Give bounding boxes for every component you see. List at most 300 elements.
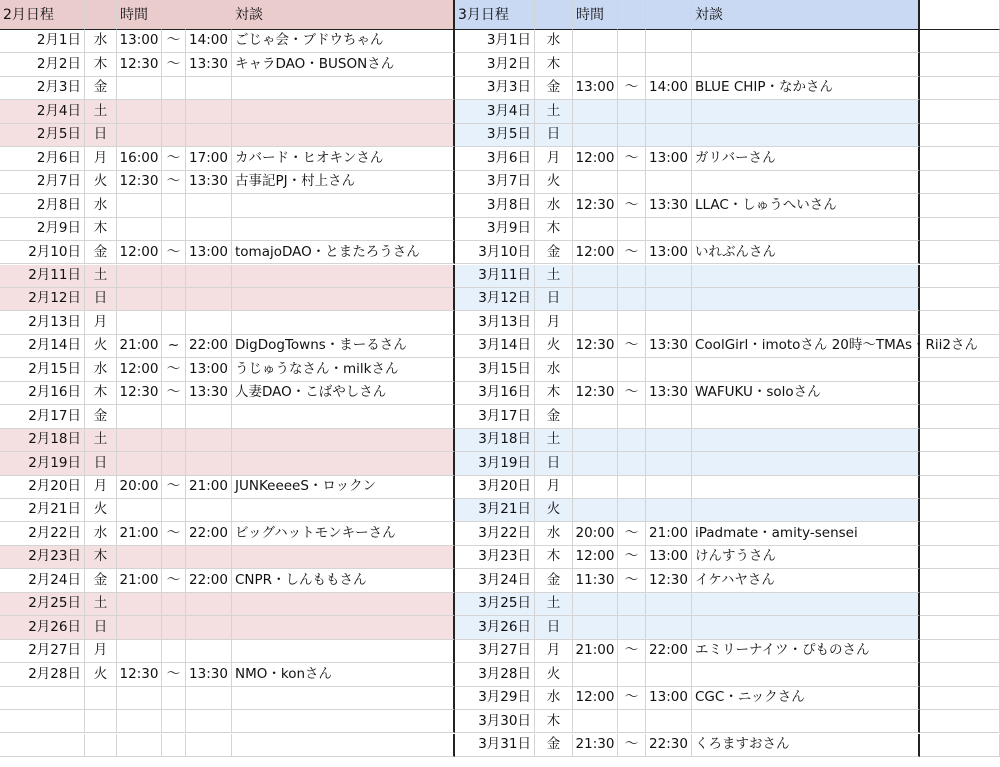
feb-weekday-cell[interactable] <box>85 710 117 733</box>
feb-weekday-cell[interactable]: 金 <box>85 569 117 592</box>
feb-end-time-cell[interactable] <box>186 640 232 663</box>
feb-weekday-cell[interactable]: 月 <box>85 476 117 499</box>
feb-talk-cell[interactable]: CNPR・しんももさん <box>232 569 455 592</box>
mar-end-time-cell[interactable]: 13:00 <box>646 241 692 264</box>
feb-tilde-cell[interactable] <box>162 218 186 241</box>
mar-weekday-cell[interactable]: 日 <box>535 288 573 311</box>
feb-tilde-cell[interactable] <box>162 311 186 334</box>
mar-start-time-cell[interactable]: 21:30 <box>573 734 618 757</box>
feb-start-time-cell[interactable]: 12:30 <box>117 53 162 76</box>
feb-weekday-cell[interactable] <box>85 734 117 757</box>
feb-start-time-cell[interactable] <box>117 616 162 639</box>
mar-start-time-cell[interactable] <box>573 710 618 733</box>
feb-weekday-cell[interactable]: 月 <box>85 311 117 334</box>
feb-tilde-cell[interactable]: 〜 <box>162 241 186 264</box>
mar-end-time-cell[interactable] <box>646 499 692 522</box>
mar-weekday-cell[interactable]: 月 <box>535 476 573 499</box>
mar-tilde-cell[interactable] <box>618 100 646 123</box>
mar-tilde-cell[interactable] <box>618 499 646 522</box>
feb-weekday-cell[interactable]: 火 <box>85 171 117 194</box>
mar-tilde-cell[interactable] <box>618 452 646 475</box>
feb-date-cell[interactable]: 2月25日 <box>0 593 85 616</box>
feb-weekday-cell[interactable]: 金 <box>85 241 117 264</box>
feb-start-time-cell[interactable]: 21:00 <box>117 569 162 592</box>
mar-date-cell[interactable]: 3月15日 <box>455 358 535 381</box>
feb-tilde-cell[interactable] <box>162 640 186 663</box>
mar-end-time-cell[interactable] <box>646 218 692 241</box>
mar-tilde-cell[interactable]: 〜 <box>618 734 646 757</box>
mar-weekday-cell[interactable]: 火 <box>535 335 573 358</box>
feb-end-time-cell[interactable] <box>186 452 232 475</box>
mar-tilde-cell[interactable] <box>618 593 646 616</box>
feb-talk-cell[interactable]: 古事記PJ・村上さん <box>232 171 455 194</box>
feb-weekday-cell[interactable]: 木 <box>85 546 117 569</box>
feb-end-time-cell[interactable] <box>186 100 232 123</box>
mar-start-time-cell[interactable] <box>573 476 618 499</box>
mar-end-time-cell[interactable] <box>646 265 692 288</box>
feb-start-time-cell[interactable] <box>117 710 162 733</box>
feb-date-cell[interactable]: 2月13日 <box>0 311 85 334</box>
empty-column-cell[interactable] <box>920 546 1000 569</box>
mar-weekday-cell[interactable]: 水 <box>535 522 573 545</box>
mar-weekday-cell[interactable]: 金 <box>535 241 573 264</box>
feb-end-time-cell[interactable] <box>186 77 232 100</box>
feb-talk-cell[interactable] <box>232 616 455 639</box>
mar-weekday-cell[interactable]: 水 <box>535 358 573 381</box>
feb-date-cell[interactable]: 2月9日 <box>0 218 85 241</box>
empty-column-cell[interactable] <box>920 405 1000 428</box>
mar-end-time-cell[interactable] <box>646 171 692 194</box>
mar-talk-cell[interactable]: LLAC・しゅうへいさん <box>692 194 920 217</box>
mar-weekday-cell[interactable]: 木 <box>535 546 573 569</box>
feb-start-time-cell[interactable] <box>117 218 162 241</box>
feb-date-cell[interactable]: 2月11日 <box>0 265 85 288</box>
mar-weekday-cell[interactable]: 水 <box>535 194 573 217</box>
mar-start-time-cell[interactable] <box>573 499 618 522</box>
mar-tilde-cell[interactable] <box>618 288 646 311</box>
empty-column-cell[interactable] <box>920 241 1000 264</box>
feb-end-time-cell[interactable]: 17:00 <box>186 147 232 170</box>
mar-weekday-cell[interactable]: 土 <box>535 100 573 123</box>
feb-tilde-cell[interactable]: 〜 <box>162 147 186 170</box>
feb-start-time-cell[interactable]: 13:00 <box>117 30 162 53</box>
feb-end-time-cell[interactable] <box>186 499 232 522</box>
empty-column-cell[interactable] <box>920 616 1000 639</box>
mar-tilde-cell[interactable] <box>618 124 646 147</box>
mar-start-time-cell[interactable] <box>573 663 618 686</box>
mar-date-cell[interactable]: 3月4日 <box>455 100 535 123</box>
feb-talk-cell[interactable]: カバード・ヒオキンさん <box>232 147 455 170</box>
mar-end-time-cell[interactable]: 12:30 <box>646 569 692 592</box>
feb-date-cell[interactable]: 2月16日 <box>0 382 85 405</box>
feb-weekday-cell[interactable]: 日 <box>85 452 117 475</box>
mar-end-time-cell[interactable]: 13:30 <box>646 335 692 358</box>
header-feb-time[interactable]: 時間 <box>117 0 162 30</box>
feb-weekday-cell[interactable]: 木 <box>85 382 117 405</box>
feb-tilde-cell[interactable] <box>162 499 186 522</box>
feb-end-time-cell[interactable] <box>186 405 232 428</box>
mar-date-cell[interactable]: 3月6日 <box>455 147 535 170</box>
feb-start-time-cell[interactable] <box>117 77 162 100</box>
feb-start-time-cell[interactable]: 12:30 <box>117 171 162 194</box>
feb-tilde-cell[interactable] <box>162 429 186 452</box>
feb-end-time-cell[interactable]: 13:00 <box>186 358 232 381</box>
empty-column-cell[interactable] <box>920 77 1000 100</box>
empty-column-cell[interactable] <box>920 124 1000 147</box>
feb-start-time-cell[interactable] <box>117 288 162 311</box>
mar-date-cell[interactable]: 3月9日 <box>455 218 535 241</box>
feb-weekday-cell[interactable]: 水 <box>85 30 117 53</box>
feb-tilde-cell[interactable]: ~ <box>162 335 186 358</box>
feb-weekday-cell[interactable]: 日 <box>85 124 117 147</box>
empty-column-cell[interactable] <box>920 335 1000 358</box>
feb-date-cell[interactable] <box>0 687 85 710</box>
mar-end-time-cell[interactable]: 13:30 <box>646 194 692 217</box>
feb-date-cell[interactable]: 2月22日 <box>0 522 85 545</box>
feb-date-cell[interactable]: 2月21日 <box>0 499 85 522</box>
empty-column-cell[interactable] <box>920 499 1000 522</box>
feb-date-cell[interactable]: 2月23日 <box>0 546 85 569</box>
feb-date-cell[interactable]: 2月27日 <box>0 640 85 663</box>
feb-start-time-cell[interactable] <box>117 311 162 334</box>
mar-end-time-cell[interactable] <box>646 30 692 53</box>
mar-talk-cell[interactable] <box>692 288 920 311</box>
header-cell[interactable] <box>646 0 692 30</box>
feb-weekday-cell[interactable]: 月 <box>85 640 117 663</box>
mar-tilde-cell[interactable] <box>618 218 646 241</box>
feb-talk-cell[interactable] <box>232 640 455 663</box>
feb-weekday-cell[interactable]: 水 <box>85 194 117 217</box>
feb-end-time-cell[interactable] <box>186 429 232 452</box>
header-feb-talk[interactable]: 対談 <box>232 0 455 30</box>
mar-start-time-cell[interactable] <box>573 405 618 428</box>
feb-talk-cell[interactable] <box>232 288 455 311</box>
mar-tilde-cell[interactable]: 〜 <box>618 77 646 100</box>
mar-date-cell[interactable]: 3月23日 <box>455 546 535 569</box>
mar-start-time-cell[interactable] <box>573 171 618 194</box>
mar-talk-cell[interactable] <box>692 616 920 639</box>
feb-end-time-cell[interactable] <box>186 124 232 147</box>
mar-weekday-cell[interactable]: 土 <box>535 265 573 288</box>
feb-end-time-cell[interactable]: 22:00 <box>186 522 232 545</box>
feb-date-cell[interactable]: 2月6日 <box>0 147 85 170</box>
feb-start-time-cell[interactable] <box>117 265 162 288</box>
feb-tilde-cell[interactable] <box>162 100 186 123</box>
feb-end-time-cell[interactable]: 13:30 <box>186 663 232 686</box>
empty-column-cell[interactable] <box>920 100 1000 123</box>
mar-tilde-cell[interactable]: 〜 <box>618 569 646 592</box>
feb-talk-cell[interactable] <box>232 77 455 100</box>
mar-weekday-cell[interactable]: 日 <box>535 452 573 475</box>
mar-talk-cell[interactable]: WAFUKU・soloさん <box>692 382 920 405</box>
feb-tilde-cell[interactable] <box>162 546 186 569</box>
feb-weekday-cell[interactable]: 土 <box>85 429 117 452</box>
mar-tilde-cell[interactable] <box>618 311 646 334</box>
feb-date-cell[interactable]: 2月20日 <box>0 476 85 499</box>
mar-talk-cell[interactable] <box>692 593 920 616</box>
mar-start-time-cell[interactable]: 12:30 <box>573 335 618 358</box>
feb-date-cell[interactable]: 2月15日 <box>0 358 85 381</box>
mar-talk-cell[interactable]: CGC・ニックさん <box>692 687 920 710</box>
empty-column-cell[interactable] <box>920 171 1000 194</box>
feb-tilde-cell[interactable] <box>162 593 186 616</box>
mar-weekday-cell[interactable]: 月 <box>535 640 573 663</box>
header-cell[interactable] <box>162 0 186 30</box>
feb-weekday-cell[interactable] <box>85 687 117 710</box>
mar-start-time-cell[interactable] <box>573 452 618 475</box>
feb-talk-cell[interactable] <box>232 311 455 334</box>
mar-weekday-cell[interactable]: 土 <box>535 593 573 616</box>
mar-start-time-cell[interactable]: 12:00 <box>573 241 618 264</box>
mar-talk-cell[interactable] <box>692 53 920 76</box>
feb-talk-cell[interactable]: キャラDAO・BUSONさん <box>232 53 455 76</box>
mar-date-cell[interactable]: 3月19日 <box>455 452 535 475</box>
feb-talk-cell[interactable] <box>232 687 455 710</box>
mar-start-time-cell[interactable] <box>573 593 618 616</box>
mar-tilde-cell[interactable]: 〜 <box>618 687 646 710</box>
mar-end-time-cell[interactable]: 13:30 <box>646 382 692 405</box>
empty-column-cell[interactable] <box>920 452 1000 475</box>
mar-date-cell[interactable]: 3月30日 <box>455 710 535 733</box>
feb-start-time-cell[interactable] <box>117 499 162 522</box>
mar-end-time-cell[interactable] <box>646 53 692 76</box>
mar-start-time-cell[interactable] <box>573 616 618 639</box>
mar-talk-cell[interactable] <box>692 30 920 53</box>
mar-end-time-cell[interactable] <box>646 476 692 499</box>
feb-end-time-cell[interactable]: 22:00 <box>186 569 232 592</box>
mar-talk-cell[interactable] <box>692 171 920 194</box>
feb-start-time-cell[interactable] <box>117 429 162 452</box>
mar-end-time-cell[interactable] <box>646 288 692 311</box>
mar-weekday-cell[interactable]: 土 <box>535 429 573 452</box>
feb-start-time-cell[interactable] <box>117 100 162 123</box>
feb-tilde-cell[interactable] <box>162 710 186 733</box>
feb-date-cell[interactable]: 2月14日 <box>0 335 85 358</box>
feb-weekday-cell[interactable]: 木 <box>85 218 117 241</box>
mar-start-time-cell[interactable] <box>573 124 618 147</box>
mar-talk-cell[interactable]: けんすうさん <box>692 546 920 569</box>
feb-date-cell[interactable]: 2月19日 <box>0 452 85 475</box>
feb-date-cell[interactable]: 2月8日 <box>0 194 85 217</box>
mar-weekday-cell[interactable]: 日 <box>535 616 573 639</box>
mar-end-time-cell[interactable] <box>646 663 692 686</box>
feb-talk-cell[interactable] <box>232 593 455 616</box>
header-mar-time[interactable]: 時間 <box>573 0 618 30</box>
feb-tilde-cell[interactable]: 〜 <box>162 522 186 545</box>
mar-end-time-cell[interactable] <box>646 311 692 334</box>
mar-end-time-cell[interactable]: 22:30 <box>646 734 692 757</box>
mar-talk-cell[interactable] <box>692 311 920 334</box>
feb-end-time-cell[interactable] <box>186 734 232 757</box>
feb-talk-cell[interactable]: ごじゃ会・ブドウちゃん <box>232 30 455 53</box>
feb-start-time-cell[interactable] <box>117 124 162 147</box>
mar-end-time-cell[interactable]: 13:00 <box>646 546 692 569</box>
mar-tilde-cell[interactable]: 〜 <box>618 241 646 264</box>
feb-end-time-cell[interactable]: 14:00 <box>186 30 232 53</box>
feb-date-cell[interactable]: 2月18日 <box>0 429 85 452</box>
feb-end-time-cell[interactable] <box>186 218 232 241</box>
empty-column-cell[interactable] <box>920 53 1000 76</box>
mar-date-cell[interactable]: 3月8日 <box>455 194 535 217</box>
mar-start-time-cell[interactable]: 12:00 <box>573 546 618 569</box>
mar-date-cell[interactable]: 3月7日 <box>455 171 535 194</box>
feb-tilde-cell[interactable]: 〜 <box>162 569 186 592</box>
empty-column-cell[interactable] <box>920 569 1000 592</box>
empty-column-cell[interactable] <box>920 663 1000 686</box>
feb-weekday-cell[interactable]: 木 <box>85 53 117 76</box>
empty-column-cell[interactable] <box>920 710 1000 733</box>
feb-talk-cell[interactable] <box>232 124 455 147</box>
mar-end-time-cell[interactable]: 13:00 <box>646 687 692 710</box>
mar-date-cell[interactable]: 3月29日 <box>455 687 535 710</box>
mar-date-cell[interactable]: 3月13日 <box>455 311 535 334</box>
feb-tilde-cell[interactable] <box>162 687 186 710</box>
feb-end-time-cell[interactable] <box>186 687 232 710</box>
feb-end-time-cell[interactable]: 13:30 <box>186 53 232 76</box>
header-cell[interactable] <box>618 0 646 30</box>
feb-start-time-cell[interactable]: 12:00 <box>117 358 162 381</box>
empty-column-cell[interactable] <box>920 687 1000 710</box>
header-mar-schedule[interactable]: 3月日程 <box>455 0 535 30</box>
feb-date-cell[interactable]: 2月1日 <box>0 30 85 53</box>
header-cell[interactable] <box>535 0 573 30</box>
mar-tilde-cell[interactable] <box>618 53 646 76</box>
header-cell[interactable] <box>85 0 117 30</box>
mar-date-cell[interactable]: 3月14日 <box>455 335 535 358</box>
mar-start-time-cell[interactable] <box>573 218 618 241</box>
mar-weekday-cell[interactable]: 金 <box>535 77 573 100</box>
mar-date-cell[interactable]: 3月18日 <box>455 429 535 452</box>
feb-start-time-cell[interactable] <box>117 405 162 428</box>
mar-tilde-cell[interactable] <box>618 710 646 733</box>
feb-start-time-cell[interactable] <box>117 452 162 475</box>
mar-date-cell[interactable]: 3月12日 <box>455 288 535 311</box>
mar-talk-cell[interactable]: BLUE CHIP・なかさん <box>692 77 920 100</box>
mar-end-time-cell[interactable]: 22:00 <box>646 640 692 663</box>
mar-start-time-cell[interactable]: 13:00 <box>573 77 618 100</box>
feb-start-time-cell[interactable] <box>117 546 162 569</box>
feb-weekday-cell[interactable]: 水 <box>85 358 117 381</box>
feb-end-time-cell[interactable]: 13:30 <box>186 171 232 194</box>
feb-date-cell[interactable]: 2月12日 <box>0 288 85 311</box>
mar-end-time-cell[interactable]: 13:00 <box>646 147 692 170</box>
empty-column-cell[interactable] <box>920 593 1000 616</box>
feb-date-cell[interactable]: 2月17日 <box>0 405 85 428</box>
mar-date-cell[interactable]: 3月27日 <box>455 640 535 663</box>
mar-tilde-cell[interactable] <box>618 405 646 428</box>
feb-talk-cell[interactable] <box>232 265 455 288</box>
mar-date-cell[interactable]: 3月1日 <box>455 30 535 53</box>
feb-talk-cell[interactable]: うじゅうなさん・milkさん <box>232 358 455 381</box>
mar-date-cell[interactable]: 3月20日 <box>455 476 535 499</box>
mar-start-time-cell[interactable] <box>573 53 618 76</box>
mar-date-cell[interactable]: 3月22日 <box>455 522 535 545</box>
mar-talk-cell[interactable]: イケハヤさん <box>692 569 920 592</box>
feb-tilde-cell[interactable]: 〜 <box>162 476 186 499</box>
mar-weekday-cell[interactable]: 木 <box>535 382 573 405</box>
feb-tilde-cell[interactable] <box>162 734 186 757</box>
mar-start-time-cell[interactable] <box>573 429 618 452</box>
mar-weekday-cell[interactable]: 水 <box>535 30 573 53</box>
mar-start-time-cell[interactable]: 20:00 <box>573 522 618 545</box>
feb-date-cell[interactable]: 2月10日 <box>0 241 85 264</box>
mar-start-time-cell[interactable]: 12:00 <box>573 147 618 170</box>
mar-tilde-cell[interactable]: 〜 <box>618 335 646 358</box>
feb-tilde-cell[interactable] <box>162 124 186 147</box>
mar-end-time-cell[interactable] <box>646 358 692 381</box>
mar-end-time-cell[interactable] <box>646 710 692 733</box>
mar-date-cell[interactable]: 3月31日 <box>455 734 535 757</box>
mar-talk-cell[interactable]: エミリーナイツ・ぴものさん <box>692 640 920 663</box>
feb-weekday-cell[interactable]: 土 <box>85 265 117 288</box>
feb-tilde-cell[interactable] <box>162 452 186 475</box>
feb-talk-cell[interactable] <box>232 546 455 569</box>
feb-tilde-cell[interactable] <box>162 616 186 639</box>
mar-talk-cell[interactable] <box>692 663 920 686</box>
mar-date-cell[interactable]: 3月24日 <box>455 569 535 592</box>
feb-start-time-cell[interactable]: 16:00 <box>117 147 162 170</box>
empty-column-cell[interactable] <box>920 194 1000 217</box>
empty-column-cell[interactable] <box>920 30 1000 53</box>
feb-weekday-cell[interactable]: 月 <box>85 147 117 170</box>
feb-start-time-cell[interactable] <box>117 640 162 663</box>
feb-weekday-cell[interactable]: 金 <box>85 405 117 428</box>
feb-date-cell[interactable]: 2月7日 <box>0 171 85 194</box>
feb-weekday-cell[interactable]: 金 <box>85 77 117 100</box>
feb-date-cell[interactable] <box>0 734 85 757</box>
empty-column-cell[interactable] <box>920 429 1000 452</box>
mar-weekday-cell[interactable]: 火 <box>535 171 573 194</box>
feb-tilde-cell[interactable]: 〜 <box>162 382 186 405</box>
mar-tilde-cell[interactable] <box>618 429 646 452</box>
feb-start-time-cell[interactable] <box>117 593 162 616</box>
mar-talk-cell[interactable] <box>692 452 920 475</box>
mar-talk-cell[interactable]: iPadmate・amity-sensei <box>692 522 920 545</box>
feb-date-cell[interactable]: 2月24日 <box>0 569 85 592</box>
mar-talk-cell[interactable]: いれぶんさん <box>692 241 920 264</box>
feb-talk-cell[interactable]: NMO・konさん <box>232 663 455 686</box>
mar-tilde-cell[interactable] <box>618 476 646 499</box>
mar-start-time-cell[interactable] <box>573 358 618 381</box>
mar-talk-cell[interactable] <box>692 405 920 428</box>
mar-end-time-cell[interactable] <box>646 452 692 475</box>
mar-tilde-cell[interactable] <box>618 663 646 686</box>
feb-talk-cell[interactable]: ビッグハットモンキーさん <box>232 522 455 545</box>
feb-date-cell[interactable]: 2月5日 <box>0 124 85 147</box>
feb-talk-cell[interactable] <box>232 194 455 217</box>
feb-start-time-cell[interactable]: 21:00 <box>117 522 162 545</box>
mar-talk-cell[interactable] <box>692 265 920 288</box>
mar-start-time-cell[interactable]: 12:30 <box>573 382 618 405</box>
mar-weekday-cell[interactable]: 金 <box>535 405 573 428</box>
feb-talk-cell[interactable] <box>232 100 455 123</box>
empty-column-cell[interactable] <box>920 358 1000 381</box>
mar-talk-cell[interactable]: ガリバーさん <box>692 147 920 170</box>
empty-column-cell[interactable] <box>920 382 1000 405</box>
mar-start-time-cell[interactable]: 21:00 <box>573 640 618 663</box>
feb-weekday-cell[interactable]: 土 <box>85 593 117 616</box>
feb-end-time-cell[interactable] <box>186 546 232 569</box>
mar-tilde-cell[interactable] <box>618 30 646 53</box>
empty-column-cell[interactable] <box>920 734 1000 757</box>
mar-end-time-cell[interactable] <box>646 429 692 452</box>
mar-tilde-cell[interactable]: 〜 <box>618 640 646 663</box>
mar-weekday-cell[interactable]: 火 <box>535 499 573 522</box>
feb-tilde-cell[interactable]: 〜 <box>162 663 186 686</box>
feb-date-cell[interactable]: 2月4日 <box>0 100 85 123</box>
feb-date-cell[interactable]: 2月3日 <box>0 77 85 100</box>
feb-date-cell[interactable]: 2月2日 <box>0 53 85 76</box>
